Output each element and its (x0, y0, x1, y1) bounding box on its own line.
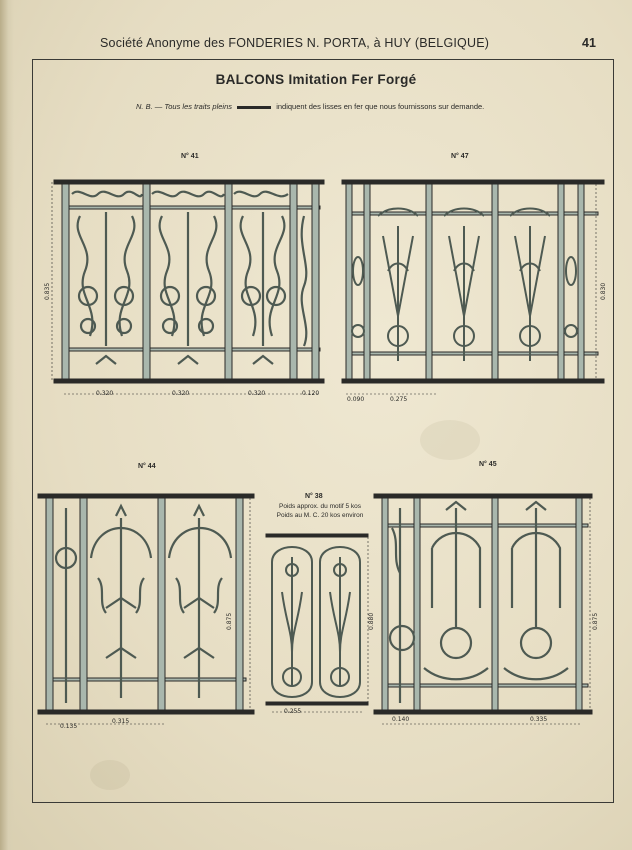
balcony-41-drawing (50, 176, 330, 406)
design-38-weight-meter: Poids au M. C. 20 kos environ (276, 512, 364, 519)
design-41-width-2: 0.320 (172, 390, 190, 397)
balcony-38-drawing (264, 532, 374, 717)
solid-line-sample (237, 106, 271, 109)
design-47-label: N° 47 (451, 153, 469, 160)
design-41-width-4: 0.120 (302, 390, 320, 397)
design-47-width-1: 0.090 (347, 396, 365, 403)
design-38-weight-motif: Poids approx. du motif 5 kos (278, 503, 361, 510)
design-41-height: 0.835 (44, 282, 51, 300)
design-45-height: 0.875 (592, 612, 599, 630)
balcony-45-drawing (372, 488, 598, 738)
design-47-height: 0.830 (600, 282, 607, 300)
design-44-label: N° 44 (138, 463, 156, 470)
note-line (136, 102, 484, 111)
balcony-44-drawing (36, 488, 258, 738)
book-spine-shadow (0, 0, 14, 850)
design-41-width-1: 0.320 (96, 390, 114, 397)
design-45-label: N° 45 (479, 461, 497, 468)
design-38-caption (270, 502, 370, 520)
design-45-width-1: 0.140 (392, 716, 410, 723)
design-41-width-3: 0.320 (248, 390, 266, 397)
design-44-height: 0.875 (226, 612, 233, 630)
note-prefix: N. B. — Tous les traits pleins (136, 102, 233, 111)
page-title: BALCONS Imitation Fer Forgé (215, 72, 417, 87)
design-41-label: N° 41 (181, 153, 199, 160)
note-suffix: indiquent des lisses en fer que nous fournissons sur demande. (276, 102, 485, 111)
balcony-47-drawing (338, 176, 608, 406)
design-44-width-2: 0.315 (112, 718, 130, 725)
page-number: 41 (582, 36, 596, 50)
design-44-width-1: 0.135 (60, 723, 78, 730)
design-47-width-2: 0.275 (390, 396, 408, 403)
company-header: Société Anonyme des FONDERIES N. PORTA, à HUY (BELGIQUE) (100, 36, 490, 50)
design-45-width-2: 0.335 (530, 716, 548, 723)
design-38-height: 0.880 (368, 612, 375, 630)
design-38-width: 0.255 (284, 708, 302, 715)
design-38-label: N° 38 (305, 493, 323, 500)
